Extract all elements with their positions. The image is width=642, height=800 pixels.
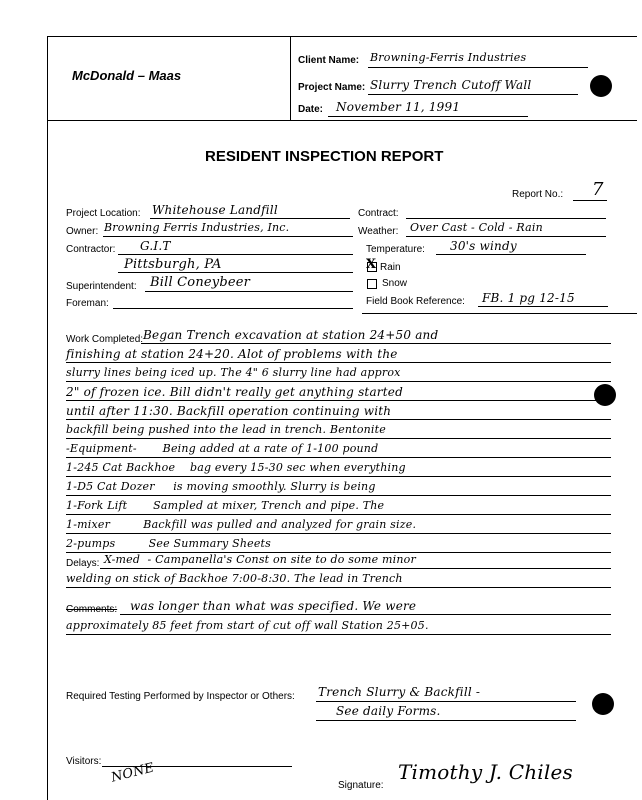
- work-completed-label: Work Completed:: [66, 334, 144, 345]
- project-location-value: Whitehouse Landfill: [152, 203, 278, 217]
- owner-label: Owner:: [66, 226, 99, 237]
- binder-hole-middle: [594, 384, 616, 406]
- company-logo-text: McDonald – Maas: [72, 68, 182, 83]
- client-name-line: [368, 67, 588, 68]
- work-text-line: until after 11:30. Backfill operation continuing with: [66, 404, 392, 418]
- project-name-label: Project Name:: [298, 82, 366, 93]
- work-text-line: 1-D5 Cat Dozer is moving smoothly. Slurry is being: [66, 480, 376, 493]
- project-location-label: Project Location:: [66, 208, 141, 219]
- delays-line: [66, 587, 611, 588]
- comments-label: Comments:: [66, 604, 118, 615]
- contractor-city-line: [118, 272, 353, 273]
- work-line: [66, 457, 611, 458]
- work-text-line: 1-245 Cat Backhoe bag every 15-30 sec when everything: [66, 461, 406, 474]
- work-line: [66, 514, 611, 515]
- contract-line: [406, 218, 606, 219]
- binder-hole-bottom: [592, 693, 614, 715]
- required-testing-text: See daily Forms.: [336, 704, 441, 718]
- contractor-value: G.I.T: [140, 239, 171, 253]
- required-testing-text: Trench Slurry & Backfill -: [318, 685, 481, 699]
- work-line: [66, 533, 611, 534]
- comments-text-line: approximately 85 feet from start of cut off wall Station 25+05.: [66, 619, 429, 632]
- field-book-line: [478, 306, 608, 307]
- work-line: [66, 495, 611, 496]
- superintendent-label: Superintendent:: [66, 281, 137, 292]
- work-text-line: 1-Fork Lift Sampled at mixer, Trench and pipe. The: [66, 499, 385, 512]
- comments-line: [66, 634, 611, 635]
- work-line: [66, 438, 611, 439]
- work-line: [141, 343, 611, 344]
- delays-label: Delays:: [66, 558, 100, 569]
- delays-text-line: X-med - Campanella's Const on site to do some minor: [104, 553, 416, 566]
- weather-value: Over Cast - Cold - Rain: [410, 221, 543, 234]
- weather-label: Weather:: [358, 226, 399, 237]
- owner-value: Browning Ferris Industries, Inc.: [104, 221, 290, 234]
- work-line: [66, 476, 611, 477]
- client-name-value: Browning-Ferris Industries: [370, 51, 527, 64]
- temperature-line: [436, 254, 586, 255]
- date-label: Date:: [298, 104, 324, 115]
- work-text-line: Began Trench excavation at station 24+50 and: [143, 328, 439, 342]
- visitors-value: NONE: [109, 760, 156, 786]
- comments-text-line: was longer than what was specified. We were: [130, 599, 417, 613]
- work-line: [66, 400, 611, 401]
- work-text-line: 2-pumps See Summary Sheets: [66, 537, 271, 550]
- contractor-line: [118, 254, 353, 255]
- work-text-line: 2" of frozen ice. Bill didn't really get anything started: [66, 385, 403, 399]
- date-line: [328, 116, 528, 117]
- contractor-city-value: Pittsburgh, PA: [124, 257, 222, 272]
- project-location-line: [150, 218, 350, 219]
- signature-value: Timothy J. Chiles: [398, 760, 573, 784]
- report-number-line: [573, 200, 607, 201]
- work-text-line: -Equipment- Being added at a rate of 1-100 pound: [66, 442, 379, 455]
- page-left-edge: [47, 36, 48, 800]
- client-name-label: Client Name:: [298, 55, 360, 66]
- superintendent-line: [145, 291, 353, 292]
- snow-checkbox[interactable]: [367, 279, 377, 289]
- comments-line: [120, 614, 611, 615]
- work-line: [66, 381, 611, 382]
- rain-check-mark: X: [366, 257, 377, 272]
- signature-label: Signature:: [338, 780, 384, 791]
- work-line: [66, 362, 611, 363]
- work-line: [66, 419, 611, 420]
- delays-line: [100, 568, 611, 569]
- work-text-line: slurry lines being iced up. The 4" 6 slurry line had approx: [66, 366, 401, 379]
- required-testing-label: Required Testing Performed by Inspector or Others:: [66, 691, 295, 702]
- project-name-value: Slurry Trench Cutoff Wall: [370, 78, 532, 92]
- delays-text-line: welding on stick of Backhoe 7:00-8:30. The lead in Trench: [66, 572, 403, 585]
- report-number-value: 7: [592, 179, 604, 200]
- report-title: RESIDENT INSPECTION REPORT: [205, 148, 444, 165]
- work-text-line: backfill being pushed into the lead in trench. Bentonite: [66, 423, 386, 436]
- snow-label: Snow: [382, 278, 408, 289]
- header-bottom-rule: [47, 120, 637, 121]
- foreman-label: Foreman:: [66, 298, 109, 309]
- field-book-value: FB. 1 pg 12-15: [482, 291, 575, 305]
- info-section-rule: [362, 313, 637, 314]
- page-top-edge: [47, 36, 637, 37]
- work-text-line: 1-mixer Backfill was pulled and analyzed for grain size.: [66, 518, 417, 531]
- date-value: November 11, 1991: [336, 100, 461, 114]
- rain-label: Rain: [380, 262, 401, 273]
- visitors-label: Visitors:: [66, 756, 102, 767]
- temperature-label: Temperature:: [366, 244, 425, 255]
- report-number-label: Report No.:: [512, 189, 564, 200]
- project-name-line: [368, 94, 578, 95]
- binder-hole-top: [590, 75, 612, 97]
- contract-label: Contract:: [358, 208, 399, 219]
- required-testing-line: [316, 701, 576, 702]
- required-testing-line: [316, 720, 576, 721]
- work-text-line: finishing at station 24+20. Alot of problems with the: [66, 347, 398, 361]
- temperature-value: 30's windy: [450, 239, 517, 253]
- owner-line: [103, 236, 353, 237]
- contractor-label: Contractor:: [66, 244, 116, 255]
- weather-line: [406, 236, 606, 237]
- field-book-label: Field Book Reference:: [366, 296, 465, 307]
- superintendent-value: Bill Coneybeer: [150, 275, 251, 290]
- header-divider: [290, 36, 291, 120]
- foreman-line: [113, 308, 353, 309]
